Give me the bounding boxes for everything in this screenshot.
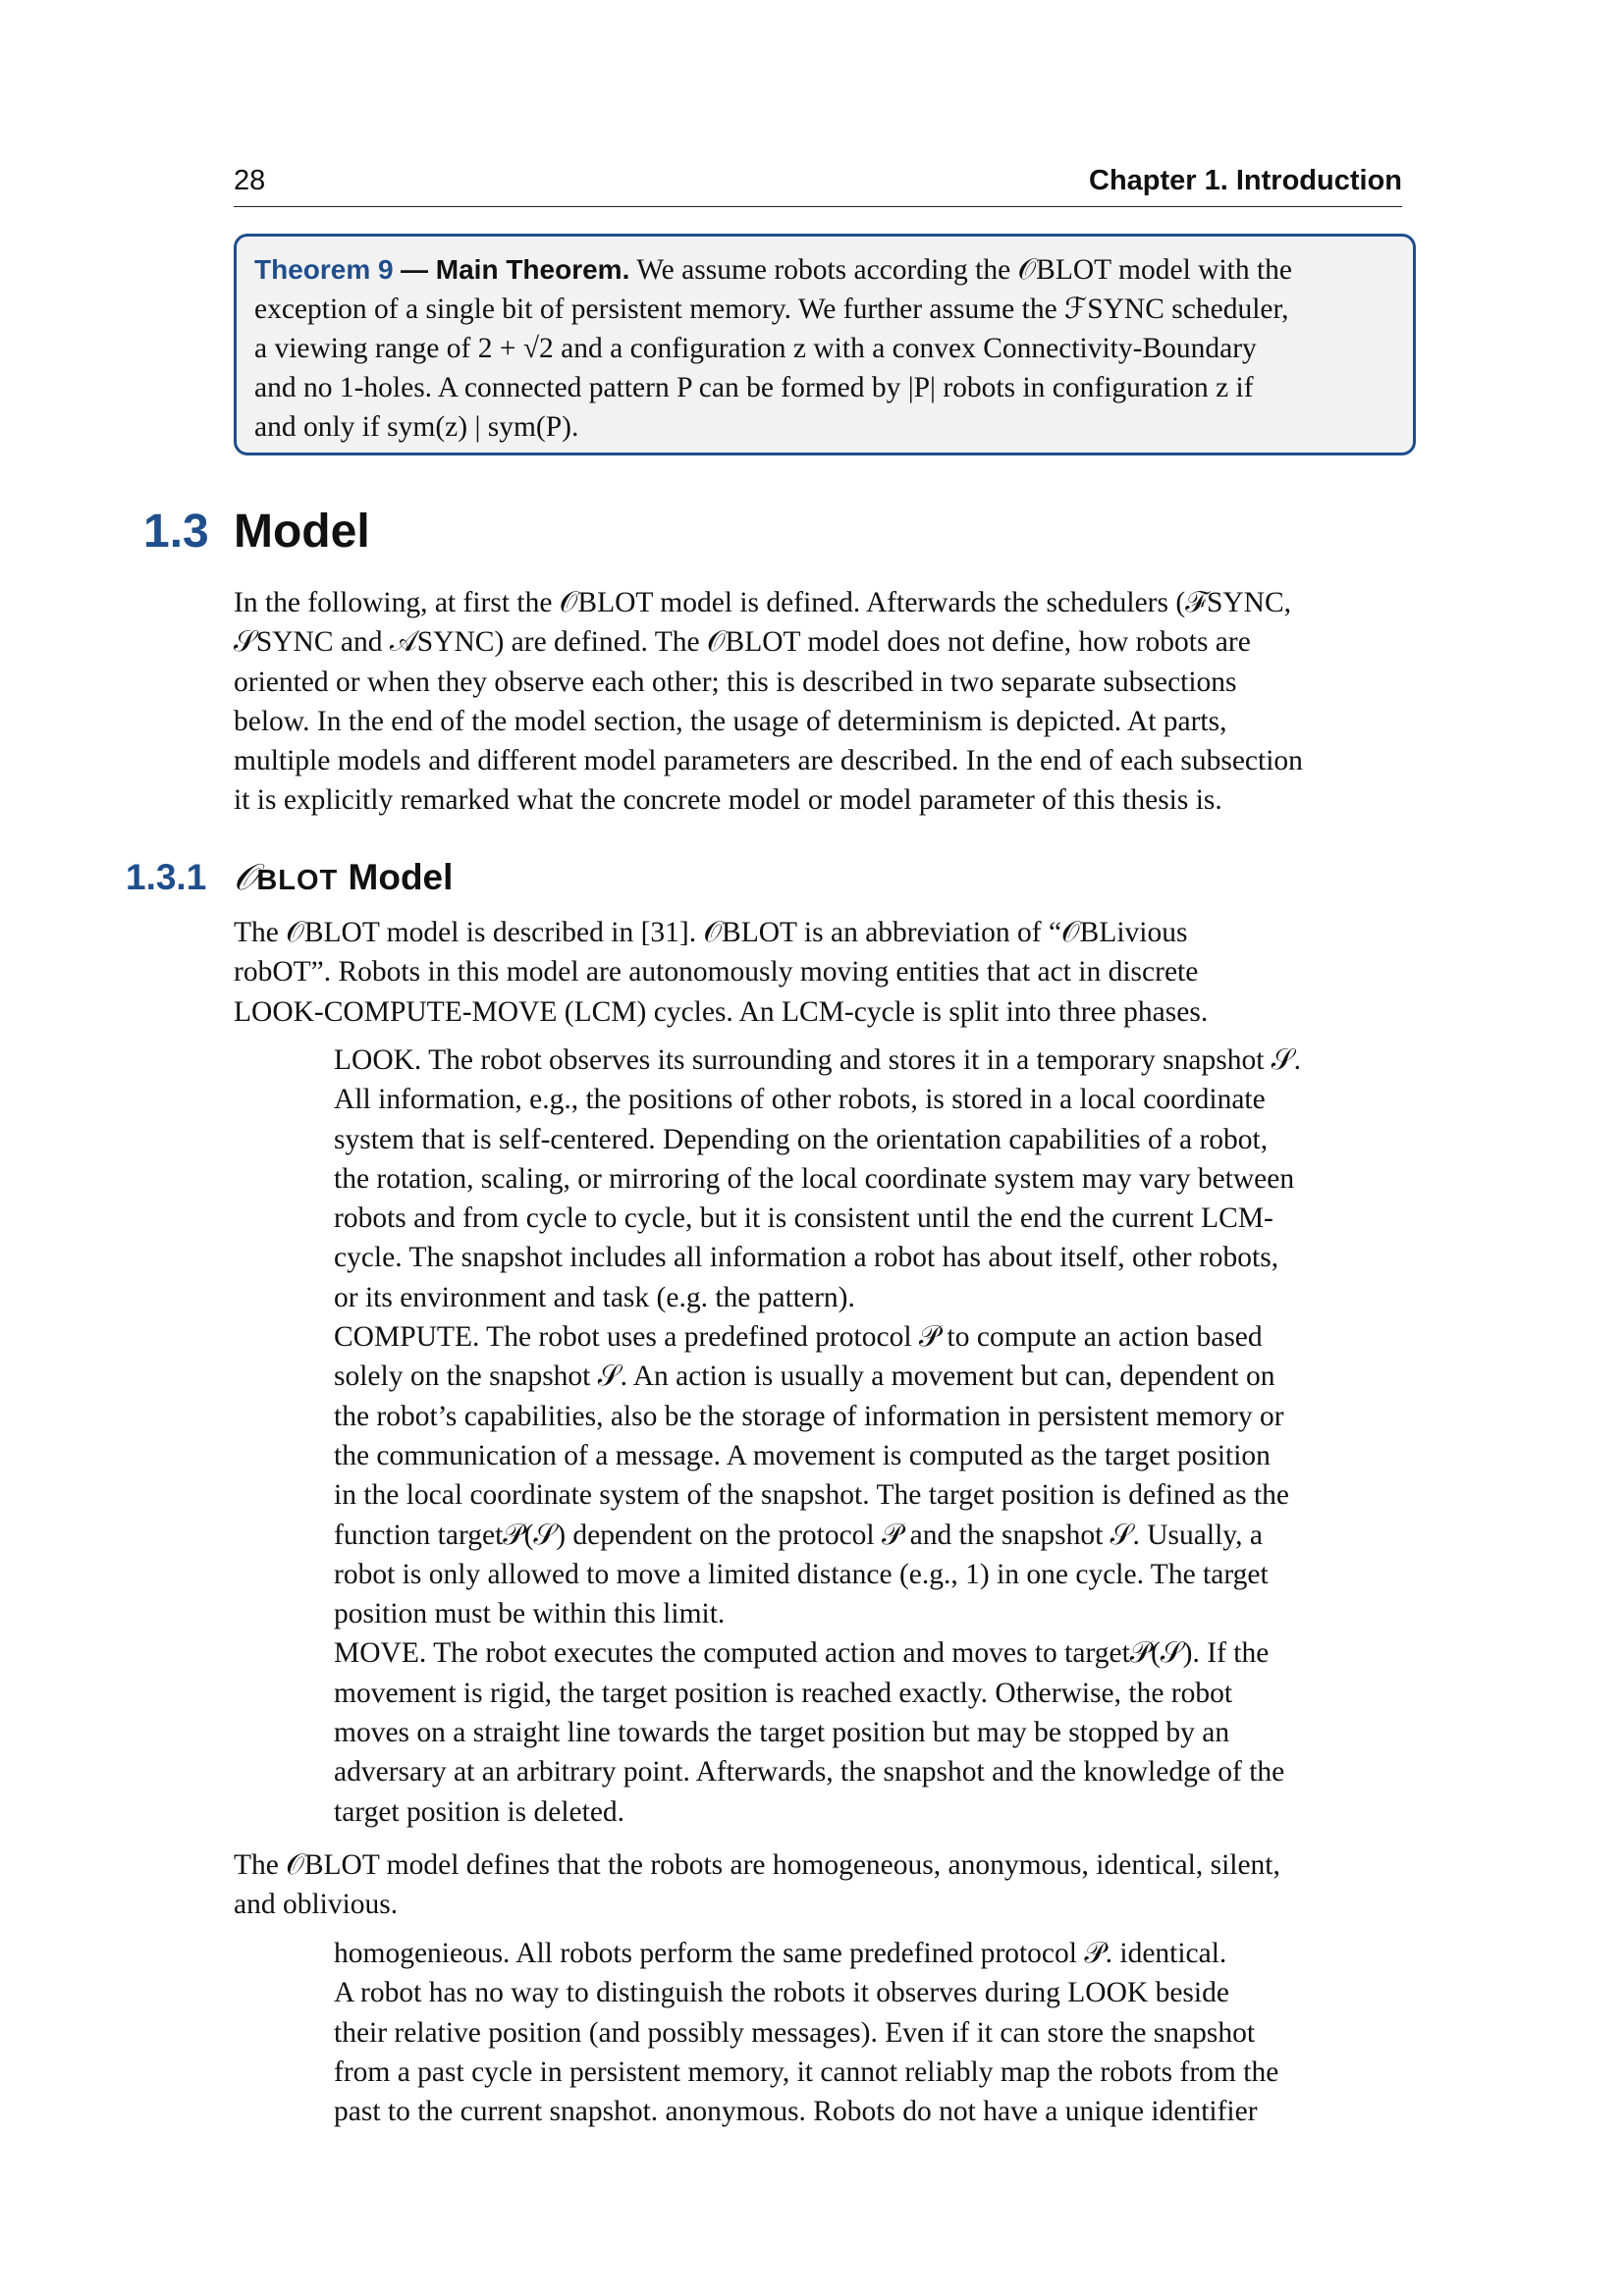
oblot-intro-paragraph <box>234 913 1402 1032</box>
text-line: movement is rigid, the target position is reached exactly. Otherwise, the robot <box>334 1677 1233 1709</box>
text-line: below. In the end of the model section, the usage of determinism is depicted. At parts, <box>234 705 1227 737</box>
text-line: homogenieous. All robots perform the same predefined protocol 𝒫. identical. <box>334 1938 1227 1969</box>
theorem-text: We assume robots according the 𝒪BLOT model with the <box>636 254 1293 286</box>
text-line: multiple models and different model parameters are described. In the end of each subsection <box>234 745 1303 777</box>
subsection-heading <box>126 856 453 899</box>
robot-properties <box>334 1934 1402 2131</box>
subsection-title: Model <box>348 857 454 897</box>
running-header <box>234 165 1402 207</box>
text-line: robot is only allowed to move a limited distance (e.g., 1) in one cycle. The target <box>334 1558 1269 1590</box>
text-line: MOVE. The robot executes the computed action and moves to target𝒫(𝒮). If the <box>334 1637 1270 1670</box>
text-line: the rotation, scaling, or mirroring of the local coordinate system may vary between <box>334 1162 1295 1195</box>
text-line: COMPUTE. The robot uses a predefined protocol 𝒫 to compute an action based <box>334 1321 1263 1354</box>
theorem-line: a viewing range of 2 + √2 and a configuration z with a convex Connectivity-Boundary <box>254 333 1257 364</box>
text-line: function target𝒫(𝒮) dependent on the protocol 𝒫 and the snapshot 𝒮. Usually, a <box>334 1519 1263 1551</box>
text-line: and oblivious. <box>234 1889 399 1921</box>
text-line: adversary at an arbitrary point. Afterwards, the snapshot and the knowledge of the <box>334 1756 1285 1789</box>
text-line: oriented or when they observe each other; this is described in two separate subsections <box>234 666 1237 698</box>
text-line: past to the current snapshot. anonymous. Robots do not have a unique identifier <box>334 2096 1258 2128</box>
section-title: Model <box>234 506 370 558</box>
theorem-title: — Main Theorem. <box>400 254 630 285</box>
text-line: target position is deleted. <box>334 1795 625 1828</box>
text-line: All information, e.g., the positions of other robots, is stored in a local coordinate <box>334 1084 1266 1116</box>
text-line: robots and from cycle to cycle, but it is consistent until the end the current LCM- <box>334 1202 1273 1235</box>
properties-intro-paragraph <box>234 1845 1402 1925</box>
text-line: in the local coordinate system of the snapshot. The target position is defined as the <box>334 1479 1290 1512</box>
subsection-smallcaps: BLOT <box>256 865 339 896</box>
chapter-title: Chapter 1. Introduction <box>1089 165 1402 196</box>
text-line: it is explicitly remarked what the concrete model or model parameter of this thesis is. <box>234 784 1222 817</box>
intro-paragraph <box>234 583 1402 821</box>
section-number: 1.3 <box>143 506 209 558</box>
text-line: from a past cycle in persistent memory, it cannot reliably map the robots from the <box>334 2056 1279 2088</box>
text-line: the communication of a message. A movement is computed as the target position <box>334 1439 1271 1471</box>
text-line: The 𝒪BLOT model is described in [31]. 𝒪BLOT is an abbreviation of “𝒪BLivious <box>234 917 1188 948</box>
text-line: LOOK. The robot observes its surrounding and stores it in a temporary snapshot 𝒮. <box>334 1044 1301 1076</box>
theorem-line: exception of a single bit of persistent memory. We further assume the ℱSYNC scheduler, <box>254 294 1289 325</box>
theorem-line: and only if sym(z) | sym(P). <box>254 411 579 443</box>
text-line: moves on a straight line towards the target position but may be stopped by an <box>334 1717 1230 1749</box>
text-line: 𝒮SYNC and 𝒜SYNC) are defined. The 𝒪BLOT model does not define, how robots are <box>234 626 1251 659</box>
text-line: The 𝒪BLOT model defines that the robots are homogeneous, anonymous, identical, silent, <box>234 1849 1280 1881</box>
text-line: In the following, at first the 𝒪BLOT model is defined. Afterwards the schedulers (ℱSYNC, <box>234 587 1292 618</box>
lcm-phases <box>334 1041 1402 1832</box>
text-line: their relative position (and possibly messages). Even if it can store the snapshot <box>334 2016 1256 2049</box>
theorem-line <box>254 250 1403 290</box>
page-number: 28 <box>234 165 266 196</box>
text-line: cycle. The snapshot includes all information a robot has about itself, other robots, <box>334 1242 1279 1274</box>
theorem-line: and no 1-holes. A connected pattern P can be formed by |P| robots in configuration z if <box>254 372 1254 403</box>
text-line: LOOK-COMPUTE-MOVE (LCM) cycles. An LCM-cycle is split into three phases. <box>234 995 1209 1028</box>
theorem-label: Theorem 9 <box>254 254 394 285</box>
text-line: A robot has no way to distinguish the robots it observes during LOOK beside <box>334 1977 1229 2009</box>
section-heading <box>143 505 370 559</box>
text-line: the robot’s capabilities, also be the storage of information in persistent memory or <box>334 1400 1284 1432</box>
text-line: system that is self-centered. Depending on the orientation capabilities of a robot, <box>334 1123 1269 1155</box>
theorem-box <box>234 234 1416 455</box>
text-line: robOT”. Robots in this model are autonomously moving entities that act in discrete <box>234 956 1199 988</box>
subsection-symbol: 𝒪 <box>234 856 257 898</box>
text-line: position must be within this limit. <box>334 1598 726 1630</box>
text-line: or its environment and task (e.g. the pattern). <box>334 1281 855 1313</box>
subsection-number: 1.3.1 <box>126 857 207 897</box>
text-line: solely on the snapshot 𝒮. An action is usually a movement but can, dependent on <box>334 1361 1275 1393</box>
